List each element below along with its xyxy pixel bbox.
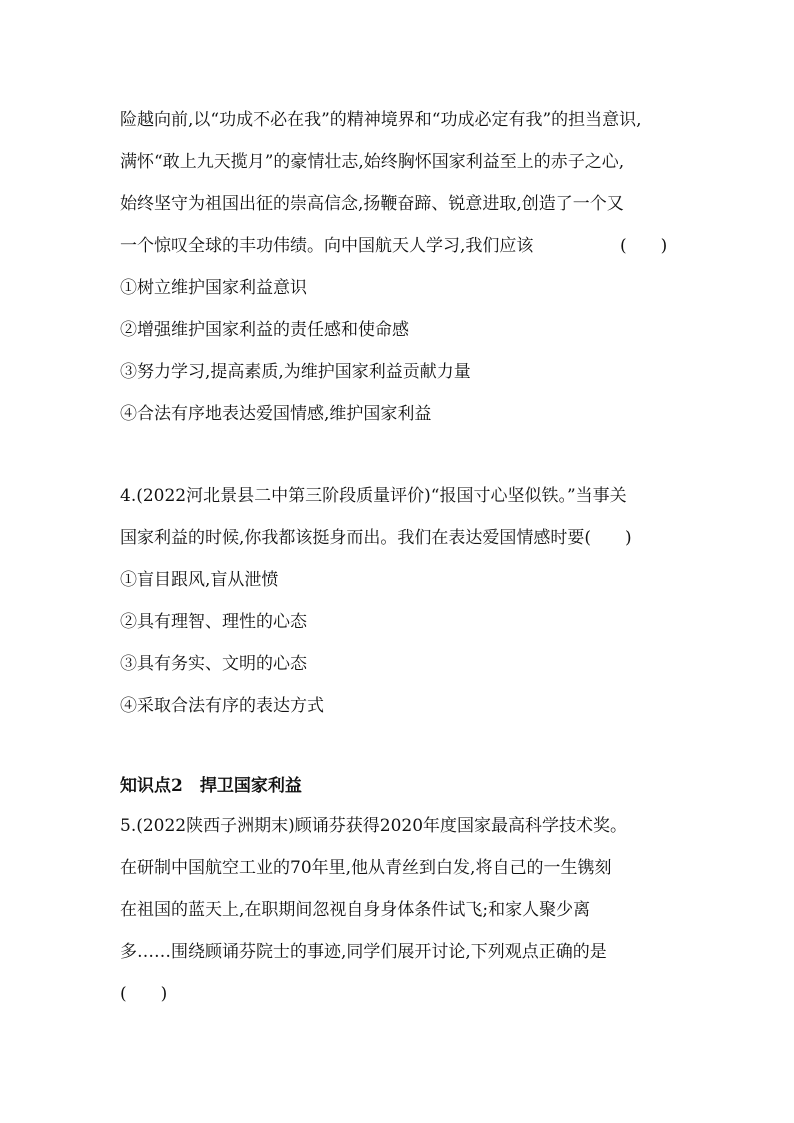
q3-line-1: 险越向前,以“功成不必在我”的精神境界和“功成必定有我”的担当意识, xyxy=(120,110,642,130)
q3-item-2: ②增强维护国家利益的责任感和使命感 xyxy=(120,320,409,340)
q5-line-4: 多……围绕顾诵芬院士的事迹,同学们展开讨论,下列观点正确的是 xyxy=(120,942,607,962)
q4-item-4: ④采取合法有序的表达方式 xyxy=(120,696,324,716)
q5-line-2: 在研制中国航空工业的70年里,他从青丝到白发,将自己的一生镌刻 xyxy=(120,858,612,878)
q5-line-1: 5.(2022陕西子洲期末)顾诵芬获得2020年度国家最高科学技术奖。 xyxy=(120,816,628,836)
q3-item-1: ①树立维护国家利益意识 xyxy=(120,278,307,298)
q5-answer-bracket: ( ) xyxy=(120,984,168,1004)
q3-line-3: 始终坚守为祖国出征的崇高信念,扬鞭奋蹄、锐意进取,创造了一个又 xyxy=(120,194,624,214)
q3-item-3: ③努力学习,提高素质,为维护国家利益贡献力量 xyxy=(120,362,471,382)
q3-line-4 xyxy=(120,234,680,258)
q4-line-2: 国家利益的时候,你我都该挺身而出。我们在表达爱国情感时要( ) xyxy=(120,528,632,548)
q3-item-4: ④合法有序地表达爱国情感,维护国家利益 xyxy=(120,404,432,424)
q4-line-1: 4.(2022河北景县二中第三阶段质量评价)“报国寸心坚似铁。”当事关 xyxy=(120,486,627,506)
q4-item-2: ②具有理智、理性的心态 xyxy=(120,612,307,632)
q5-line-3: 在祖国的蓝天上,在职期间忽视自身身体条件试飞;和家人聚少离 xyxy=(120,900,591,920)
q3-line-2: 满怀“敢上九天揽月”的豪情壮志,始终胸怀国家利益至上的赤子之心, xyxy=(120,152,625,172)
q3-answer-bracket: ( ) xyxy=(620,236,668,256)
q3-stem-end: 一个惊叹全球的丰功伟绩。向中国航天人学习,我们应该 xyxy=(120,236,534,256)
section-heading: 知识点2 捍卫国家利益 xyxy=(120,776,302,796)
q4-item-1: ①盲目跟风,盲从泄愤 xyxy=(120,570,279,590)
q4-item-3: ③具有务实、文明的心态 xyxy=(120,654,307,674)
